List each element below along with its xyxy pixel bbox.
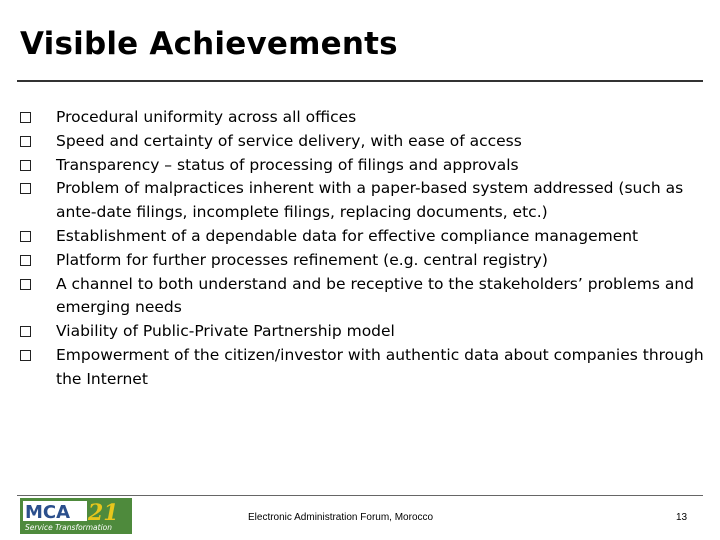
footer-divider (17, 495, 703, 496)
checkbox-bullet-icon (20, 326, 31, 337)
checkbox-bullet-icon (20, 112, 31, 123)
checkbox-bullet-icon (20, 136, 31, 147)
logo-tagline: Service Transformation (25, 523, 113, 532)
list-item: Viability of Public-Private Partnership model (20, 320, 710, 344)
checkbox-bullet-icon (20, 350, 31, 361)
title-divider (17, 80, 703, 82)
list-item: Empowerment of the citizen/investor with authentic data about companies through the Internet (20, 344, 710, 392)
footer-text: Electronic Administration Forum, Morocco (248, 512, 434, 523)
list-item: Transparency – status of processing of filings and approvals (20, 154, 710, 178)
list-item: Procedural uniformity across all offices (20, 106, 710, 130)
list-item: A channel to both understand and be receptive to the stakeholders’ problems and emerging needs (20, 273, 710, 321)
achievement-list (20, 106, 710, 392)
logo-letters: MCA (25, 502, 71, 523)
page-number: 13 (676, 512, 688, 523)
mca21-logo (20, 498, 132, 534)
slide-title: Visible Achievements (20, 26, 398, 62)
list-item: Problem of malpractices inherent with a paper-based system addressed (such as ante-date filings, incomplete filings, replacing documents, etc.) (20, 177, 710, 225)
list-item: Speed and certainty of service delivery, with ease of access (20, 130, 710, 154)
list-item: Establishment of a dependable data for effective compliance management (20, 225, 710, 249)
list-item: Platform for further processes refinement (e.g. central registry) (20, 249, 710, 273)
checkbox-bullet-icon (20, 255, 31, 266)
checkbox-bullet-icon (20, 231, 31, 242)
checkbox-bullet-icon (20, 183, 31, 194)
logo-number: 21 (88, 500, 119, 526)
checkbox-bullet-icon (20, 279, 31, 290)
checkbox-bullet-icon (20, 160, 31, 171)
